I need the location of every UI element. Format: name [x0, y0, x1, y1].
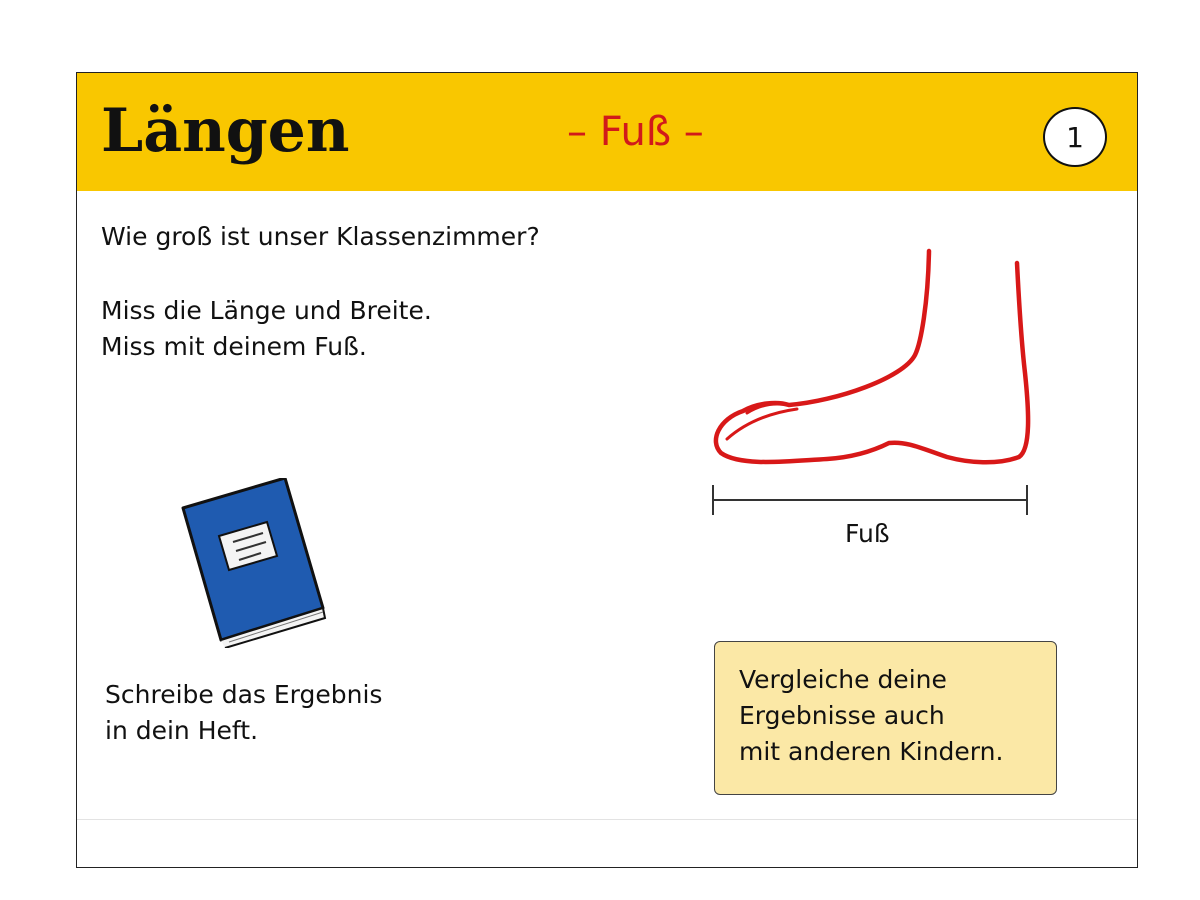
- foot-measure-label: Fuß: [845, 519, 890, 548]
- question-text: Wie groß ist unser Klassenzimmer?: [101, 222, 540, 251]
- note-line: Vergleiche deine: [739, 665, 947, 694]
- number-badge-label: 1: [1066, 120, 1084, 154]
- header-bar: [77, 73, 1137, 191]
- instructions: [101, 293, 432, 365]
- write-hint: [105, 677, 382, 749]
- worksheet-card: [76, 72, 1138, 868]
- page-subtitle: – Fuß –: [567, 109, 704, 155]
- measurement-line: [711, 483, 1031, 517]
- notebook-icon: [177, 478, 337, 648]
- foot-drawing: [707, 243, 1047, 473]
- footer-divider: [77, 819, 1137, 820]
- instruction-line: Miss mit deinem Fuß.: [101, 332, 367, 361]
- note-line: Ergebnisse auch: [739, 701, 945, 730]
- write-hint-line: in dein Heft.: [105, 716, 259, 745]
- instruction-line: Miss die Länge und Breite.: [101, 296, 432, 325]
- number-badge: [1043, 107, 1107, 167]
- note-line: mit anderen Kindern.: [739, 737, 1004, 766]
- write-hint-line: Schreibe das Ergebnis: [105, 680, 383, 709]
- page-title: Längen: [101, 96, 350, 166]
- compare-note-box: [714, 641, 1057, 795]
